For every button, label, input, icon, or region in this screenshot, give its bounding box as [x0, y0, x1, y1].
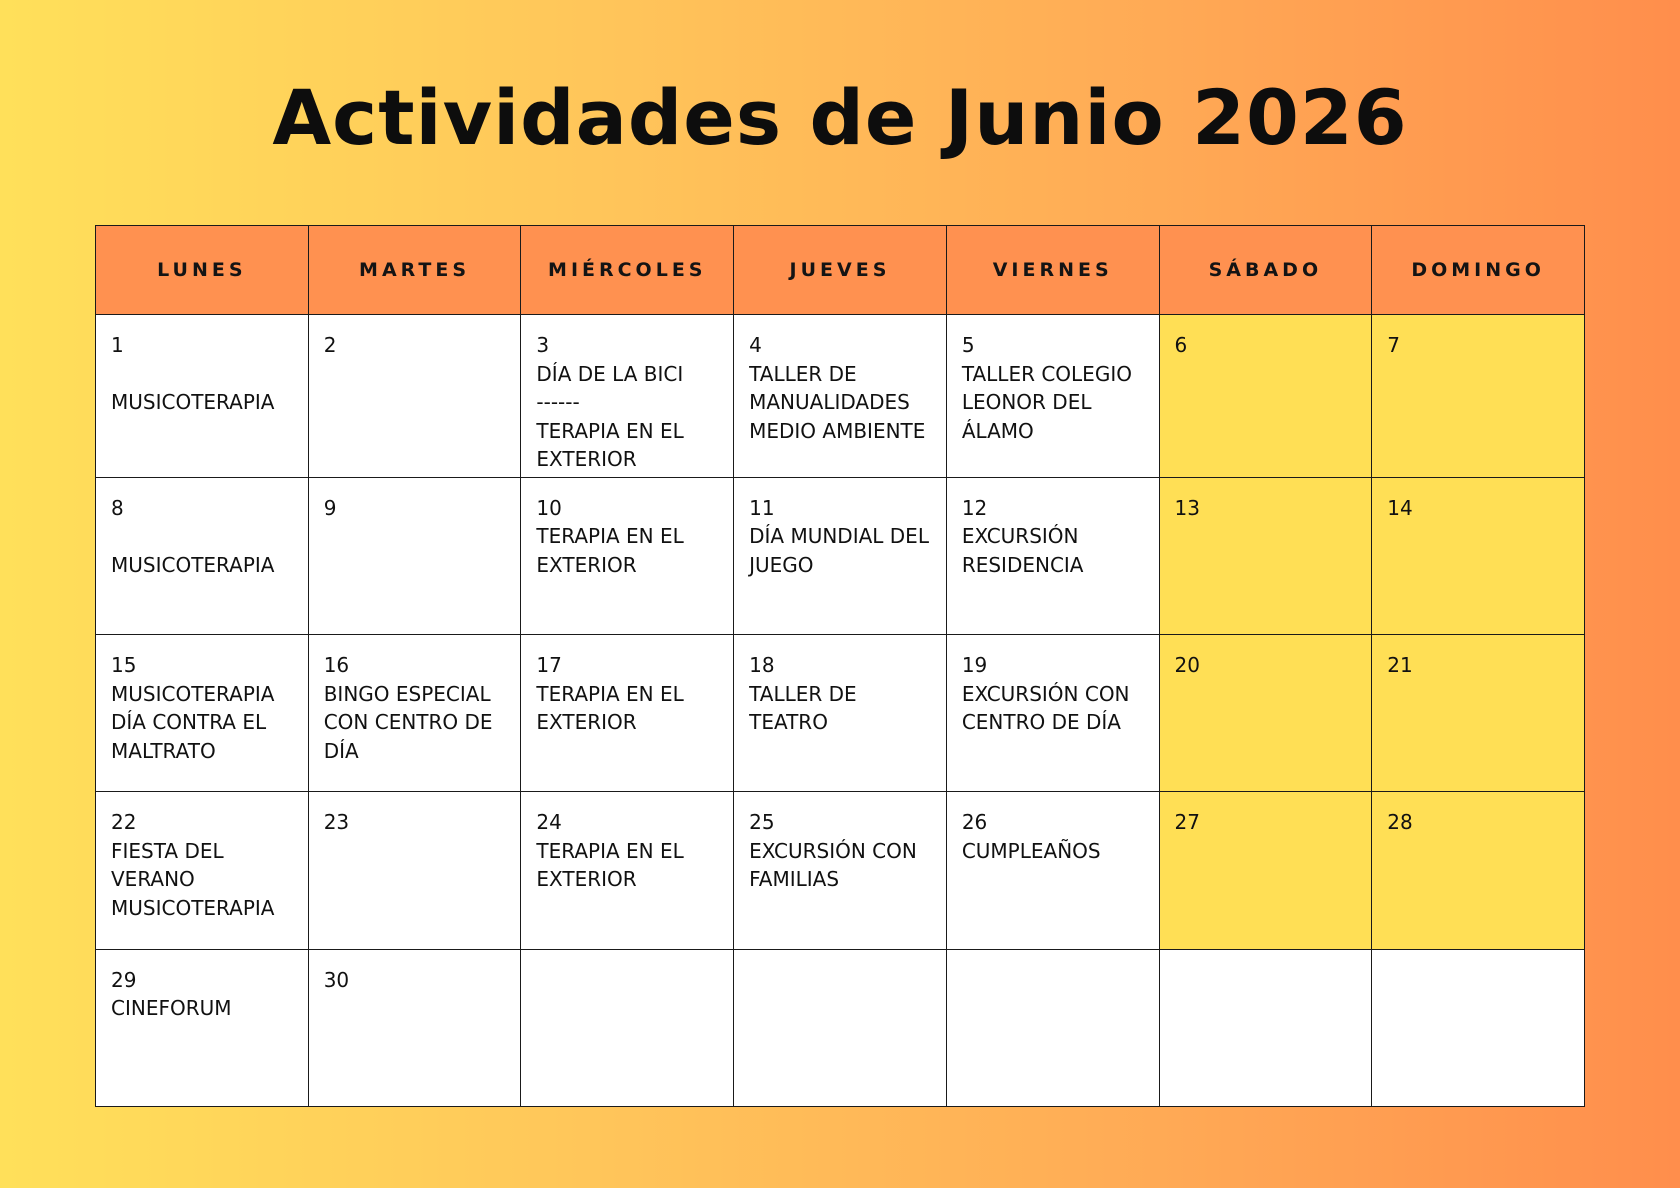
calendar-week-row — [96, 315, 1585, 478]
calendar-day-cell — [734, 792, 947, 949]
page-title: Actividades de Junio 2026 — [272, 73, 1408, 162]
calendar-empty-cell — [1372, 949, 1585, 1106]
calendar-day-cell — [734, 635, 947, 792]
calendar-day-cell — [96, 477, 309, 634]
day-number: 16 — [323, 653, 350, 678]
calendar-day-cell — [1372, 635, 1585, 792]
event-spacer — [111, 522, 298, 551]
event-label: TALLER COLEGIO — [961, 361, 1132, 386]
event-label: MANUALIDADES — [749, 390, 910, 414]
day-number: 5 — [961, 333, 975, 357]
day-number: 19 — [961, 653, 988, 678]
calendar-day-cell — [308, 949, 521, 1106]
event-label: EXCURSIÓN CON — [749, 838, 917, 863]
calendar-day-cell — [521, 315, 734, 478]
event-label: DÍA DE LA BICI — [536, 361, 684, 386]
calendar-empty-cell — [946, 949, 1159, 1106]
day-number: 6 — [1174, 333, 1188, 357]
day-number: 22 — [111, 810, 137, 835]
weekday-header-monday: LUNES — [96, 226, 309, 315]
calendar-day-cell — [308, 477, 521, 634]
event-label: MEDIO AMBIENTE — [749, 418, 926, 443]
calendar-day-cell — [521, 477, 734, 634]
event-label: MUSICOTERAPIA — [111, 390, 275, 414]
event-label: TERAPIA EN EL — [536, 838, 684, 863]
calendar-day-cell — [521, 635, 734, 792]
event-label: CUMPLEAÑOS — [961, 838, 1101, 863]
event-spacer — [111, 360, 298, 389]
weekday-header-row — [96, 226, 1585, 315]
event-label: DÍA MUNDIAL DEL — [749, 524, 929, 549]
calendar-day-cell — [96, 949, 309, 1106]
day-number: 30 — [323, 967, 350, 992]
calendar-body — [96, 315, 1585, 1107]
event-label: DÍA CONTRA EL — [111, 710, 267, 735]
event-label: MUSICOTERAPIA — [111, 681, 275, 706]
event-label: EXTERIOR — [536, 867, 637, 892]
day-number: 28 — [1387, 810, 1413, 835]
weekday-header-saturday: SÁBADO — [1159, 226, 1372, 315]
day-number: 1 — [111, 333, 124, 357]
calendar-empty-cell — [521, 949, 734, 1106]
event-label: TERAPIA EN EL — [536, 681, 684, 706]
weekday-header-friday: VIERNES — [946, 226, 1159, 315]
day-number: 18 — [749, 653, 775, 678]
calendar-week-row — [96, 477, 1585, 634]
day-number: 12 — [961, 495, 988, 520]
calendar-week-row — [96, 635, 1585, 792]
calendar-day-cell — [946, 477, 1159, 634]
event-label: FIESTA DEL — [111, 838, 224, 863]
event-label: VERANO — [111, 867, 195, 892]
event-label: EXCURSIÓN CON — [961, 681, 1130, 706]
event-label: DÍA — [323, 738, 359, 763]
event-label: TERAPIA EN EL — [536, 524, 684, 549]
day-number: 20 — [1174, 653, 1200, 678]
day-number: 23 — [323, 810, 350, 835]
event-label: EXTERIOR — [536, 710, 637, 735]
event-label: MALTRATO — [111, 738, 216, 763]
calendar-week-row — [96, 792, 1585, 949]
event-label: RESIDENCIA — [961, 552, 1084, 577]
weekday-header-thursday: JUEVES — [734, 226, 947, 315]
event-label: TALLER DE — [749, 681, 857, 706]
calendar-week-row — [96, 949, 1585, 1106]
weekday-header-tuesday: MARTES — [308, 226, 521, 315]
calendar-day-cell — [96, 635, 309, 792]
event-label: MUSICOTERAPIA — [111, 895, 275, 920]
day-number: 24 — [536, 810, 562, 835]
event-label: LEONOR DEL — [961, 390, 1092, 414]
day-number: 13 — [1174, 495, 1200, 520]
day-number: 11 — [749, 495, 775, 520]
day-number: 27 — [1174, 810, 1200, 835]
calendar-day-cell — [1159, 477, 1372, 634]
day-number: 10 — [536, 495, 562, 520]
event-label: CON CENTRO DE — [323, 710, 493, 735]
event-label: EXCURSIÓN — [961, 524, 1079, 549]
calendar-day-cell — [308, 315, 521, 478]
calendar-day-cell — [1159, 315, 1372, 478]
calendar-day-cell — [734, 315, 947, 478]
event-label: TEATRO — [749, 710, 828, 735]
calendar-day-cell — [946, 792, 1159, 949]
day-number: 15 — [111, 653, 137, 678]
day-number: 4 — [749, 333, 762, 357]
calendar-day-cell — [1159, 635, 1372, 792]
calendar-day-cell — [946, 635, 1159, 792]
day-number: 14 — [1387, 495, 1413, 520]
event-label: TALLER DE — [749, 361, 857, 386]
weekday-header-wednesday: MIÉRCOLES — [521, 226, 734, 315]
weekday-header-sunday: DOMINGO — [1372, 226, 1585, 315]
day-number: 3 — [536, 333, 550, 357]
calendar-empty-cell — [1159, 949, 1372, 1106]
day-number: 21 — [1387, 653, 1413, 678]
calendar-day-cell — [521, 792, 734, 949]
event-label: TERAPIA EN EL — [536, 418, 684, 443]
event-label: EXTERIOR — [536, 552, 637, 577]
calendar-table — [95, 225, 1585, 1107]
day-number: 26 — [961, 810, 988, 835]
day-number: 2 — [323, 333, 337, 357]
event-label: BINGO ESPECIAL — [323, 681, 491, 706]
calendar-day-cell — [308, 635, 521, 792]
event-label: EXTERIOR — [536, 447, 637, 471]
event-label: FAMILIAS — [749, 867, 840, 892]
day-number: 8 — [111, 495, 124, 520]
calendar-day-cell — [734, 477, 947, 634]
calendar-empty-cell — [734, 949, 947, 1106]
event-label: CENTRO DE DÍA — [961, 710, 1121, 735]
calendar-day-cell — [946, 315, 1159, 478]
calendar-day-cell — [308, 792, 521, 949]
event-label: MUSICOTERAPIA — [111, 552, 275, 577]
calendar-day-cell — [1372, 792, 1585, 949]
day-number: 17 — [536, 653, 562, 678]
calendar-day-cell — [96, 792, 309, 949]
calendar-day-cell — [1372, 315, 1585, 478]
event-label: ------ — [536, 390, 580, 414]
calendar-day-cell — [1159, 792, 1372, 949]
event-label: ÁLAMO — [961, 418, 1034, 443]
day-number: 7 — [1387, 333, 1400, 357]
day-number: 9 — [323, 495, 337, 520]
calendar-day-cell — [1372, 477, 1585, 634]
event-label: JUEGO — [749, 552, 814, 577]
day-number: 29 — [111, 967, 137, 992]
calendar-day-cell — [96, 315, 309, 478]
day-number: 25 — [749, 810, 775, 835]
event-label: CINEFORUM — [111, 996, 232, 1021]
